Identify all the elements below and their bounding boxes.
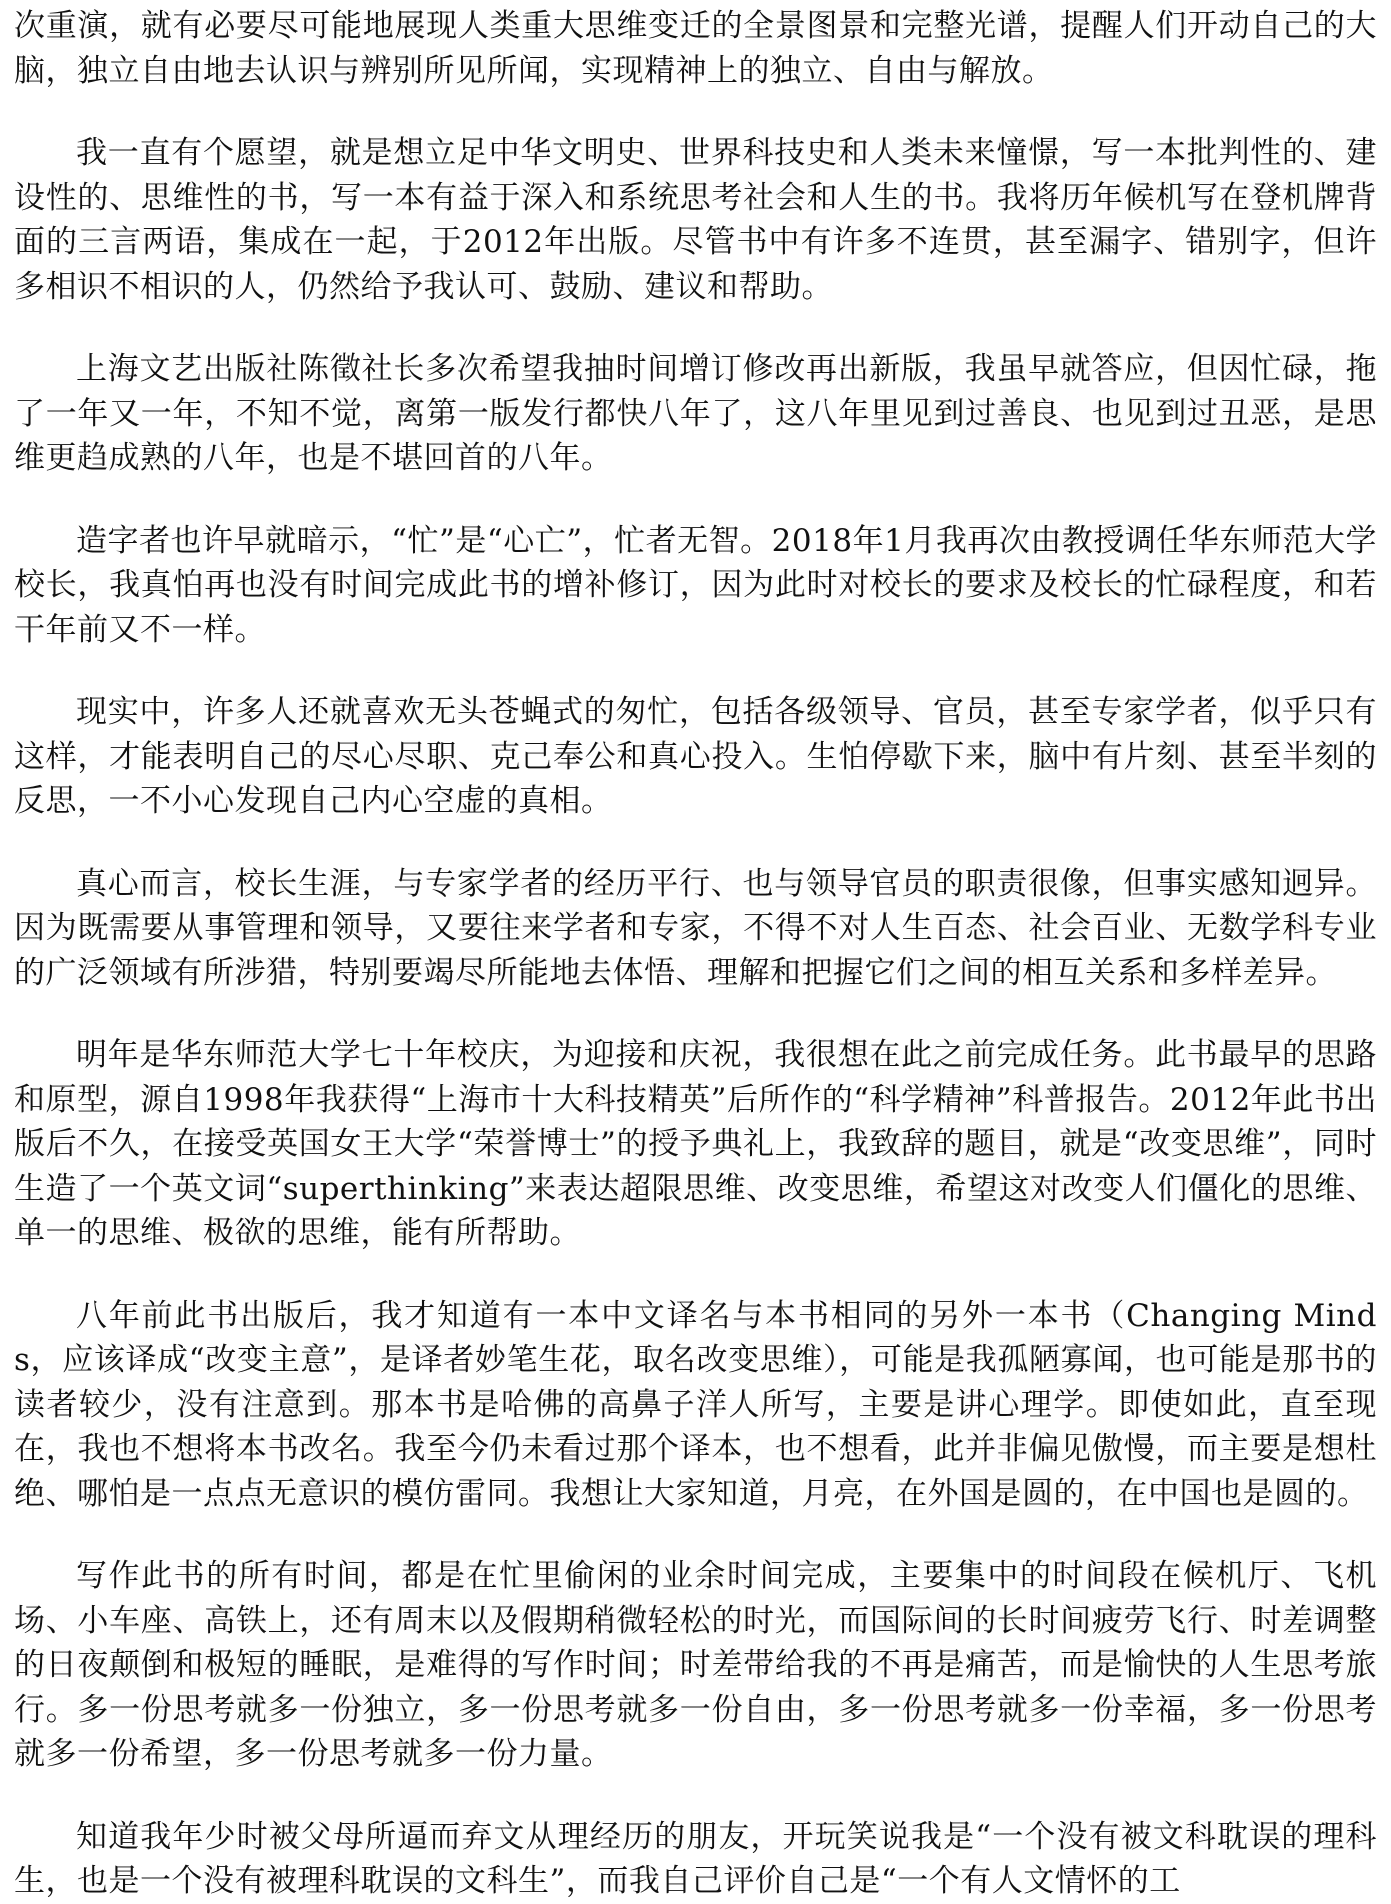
paragraph-5: 现实中，许多人还就喜欢无头苍蝇式的匆忙，包括各级领导、官员，甚至专家学者，似乎只有这样，才能表明自己的尽心尽职、克己奉公和真心投入。生怕停歇下来，脑中有片刻、甚至半刻的反思，一不小心发现自己内心空虚的真相。 — [14, 694, 1377, 819]
paragraph-1: 次重演，就有必要尽可能地展现人类重大思维变迁的全景图景和完整光谱，提醒人们开动自己的大脑，独立自由地去认识与辨别所见所闻，实现精神上的独立、自由与解放。 — [14, 8, 1377, 89]
paragraph-gap — [14, 1256, 1377, 1294]
paragraph-gap — [14, 93, 1377, 131]
paragraph-gap — [14, 995, 1377, 1033]
paragraph-7: 明年是华东师范大学七十年校庆，为迎接和庆祝，我很想在此之前完成任务。此书最早的思路和原型，源自1998年我获得“上海市十大科技精英”后所作的“科学精神”科普报告。2012年此书出版后不久，在接受英国女王大学“荣誉博士”的授予典礼上，我致辞的题目，就是“改变思维”，同时生造了一个英文词“superthinking”来表达超限思维、改变思维，希望这对改变人们僵化的思维、单一的思维、极欲的思维，能有所帮助。 — [14, 1037, 1377, 1251]
paragraph-gap — [14, 652, 1377, 690]
paragraph-9: 写作此书的所有时间，都是在忙里偷闲的业余时间完成，主要集中的时间段在候机厅、飞机场、小车座、高铁上，还有周末以及假期稍微轻松的时光，而国际间的长时间疲劳飞行、时差调整的日夜颠倒和极短的睡眠，是难得的写作时间；时差带给我的不再是痛苦，而是愉快的人生思考旅行。多一份思考就多一份独立，多一份思考就多一份自由，多一份思考就多一份幸福，多一份思考就多一份希望，多一份思考就多一份力量。 — [14, 1558, 1377, 1772]
paragraph-4: 造字者也许早就暗示，“忙”是“心亡”，忙者无智。2018年1月我再次由教授调任华东师范大学校长，我真怕再也没有时间完成此书的增补修订，因为此时对校长的要求及校长的忙碌程度，和若干年前又不一样。 — [14, 522, 1377, 648]
paragraph-gap — [14, 309, 1377, 347]
paragraph-2: 我一直有个愿望，就是想立足中华文明史、世界科技史和人类未来憧憬，写一本批判性的、建设性的、思维性的书，写一本有益于深入和系统思考社会和人生的书。我将历年候机写在登机牌背面的三言两语，集成在一起，于2012年出版。尽管书中有许多不连贯，甚至漏字、错别字，但许多相识不相识的人，仍然给予我认可、鼓励、建议和帮助。 — [14, 135, 1377, 305]
paragraph-10: 知道我年少时被父母所逼而弃文从理经历的朋友，开玩笑说我是“一个没有被文科耽误的理科生，也是一个没有被理科耽误的文科生”，而我自己评价自己是“一个有人文情怀的工 — [14, 1818, 1377, 1899]
paragraph-8: 八年前此书出版后，我才知道有一本中文译名与本书相同的另外一本书（Changing Minds，应该译成“改变主意”，是译者妙笔生花，取名改变思维），可能是我孤陋寡闻，也可能是那书的读者较少，没有注意到。那本书是哈佛的高鼻子洋人所写，主要是讲心理学。即使如此，直至现在，我也不想将本书改名。我至今仍未看过那个译本，也不想看，此并非偏见傲慢，而主要是想杜绝、哪怕是一点点无意识的模仿雷同。我想让大家知道，月亮，在外国是圆的，在中国也是圆的。 — [14, 1297, 1377, 1512]
paragraph-gap — [14, 1516, 1377, 1554]
paragraph-gap — [14, 824, 1377, 862]
paragraph-gap — [14, 481, 1377, 519]
paragraph-gap — [14, 1777, 1377, 1815]
paragraph-6: 真心而言，校长生涯，与专家学者的经历平行、也与领导官员的职责很像，但事实感知迥异。因为既需要从事管理和领导，又要往来学者和专家，不得不对人生百态、社会百业、无数学科专业的广泛领域有所涉猎，特别要竭尽所能地去体悟、理解和把握它们之间的相互关系和多样差异。 — [14, 865, 1377, 991]
paragraph-3: 上海文艺出版社陈徵社长多次希望我抽时间增订修改再出新版，我虽早就答应，但因忙碌，拖了一年又一年，不知不觉，离第一版发行都快八年了，这八年里见到过善良、也见到过丑恶，是思维更趋成熟的八年，也是不堪回首的八年。 — [14, 351, 1377, 476]
